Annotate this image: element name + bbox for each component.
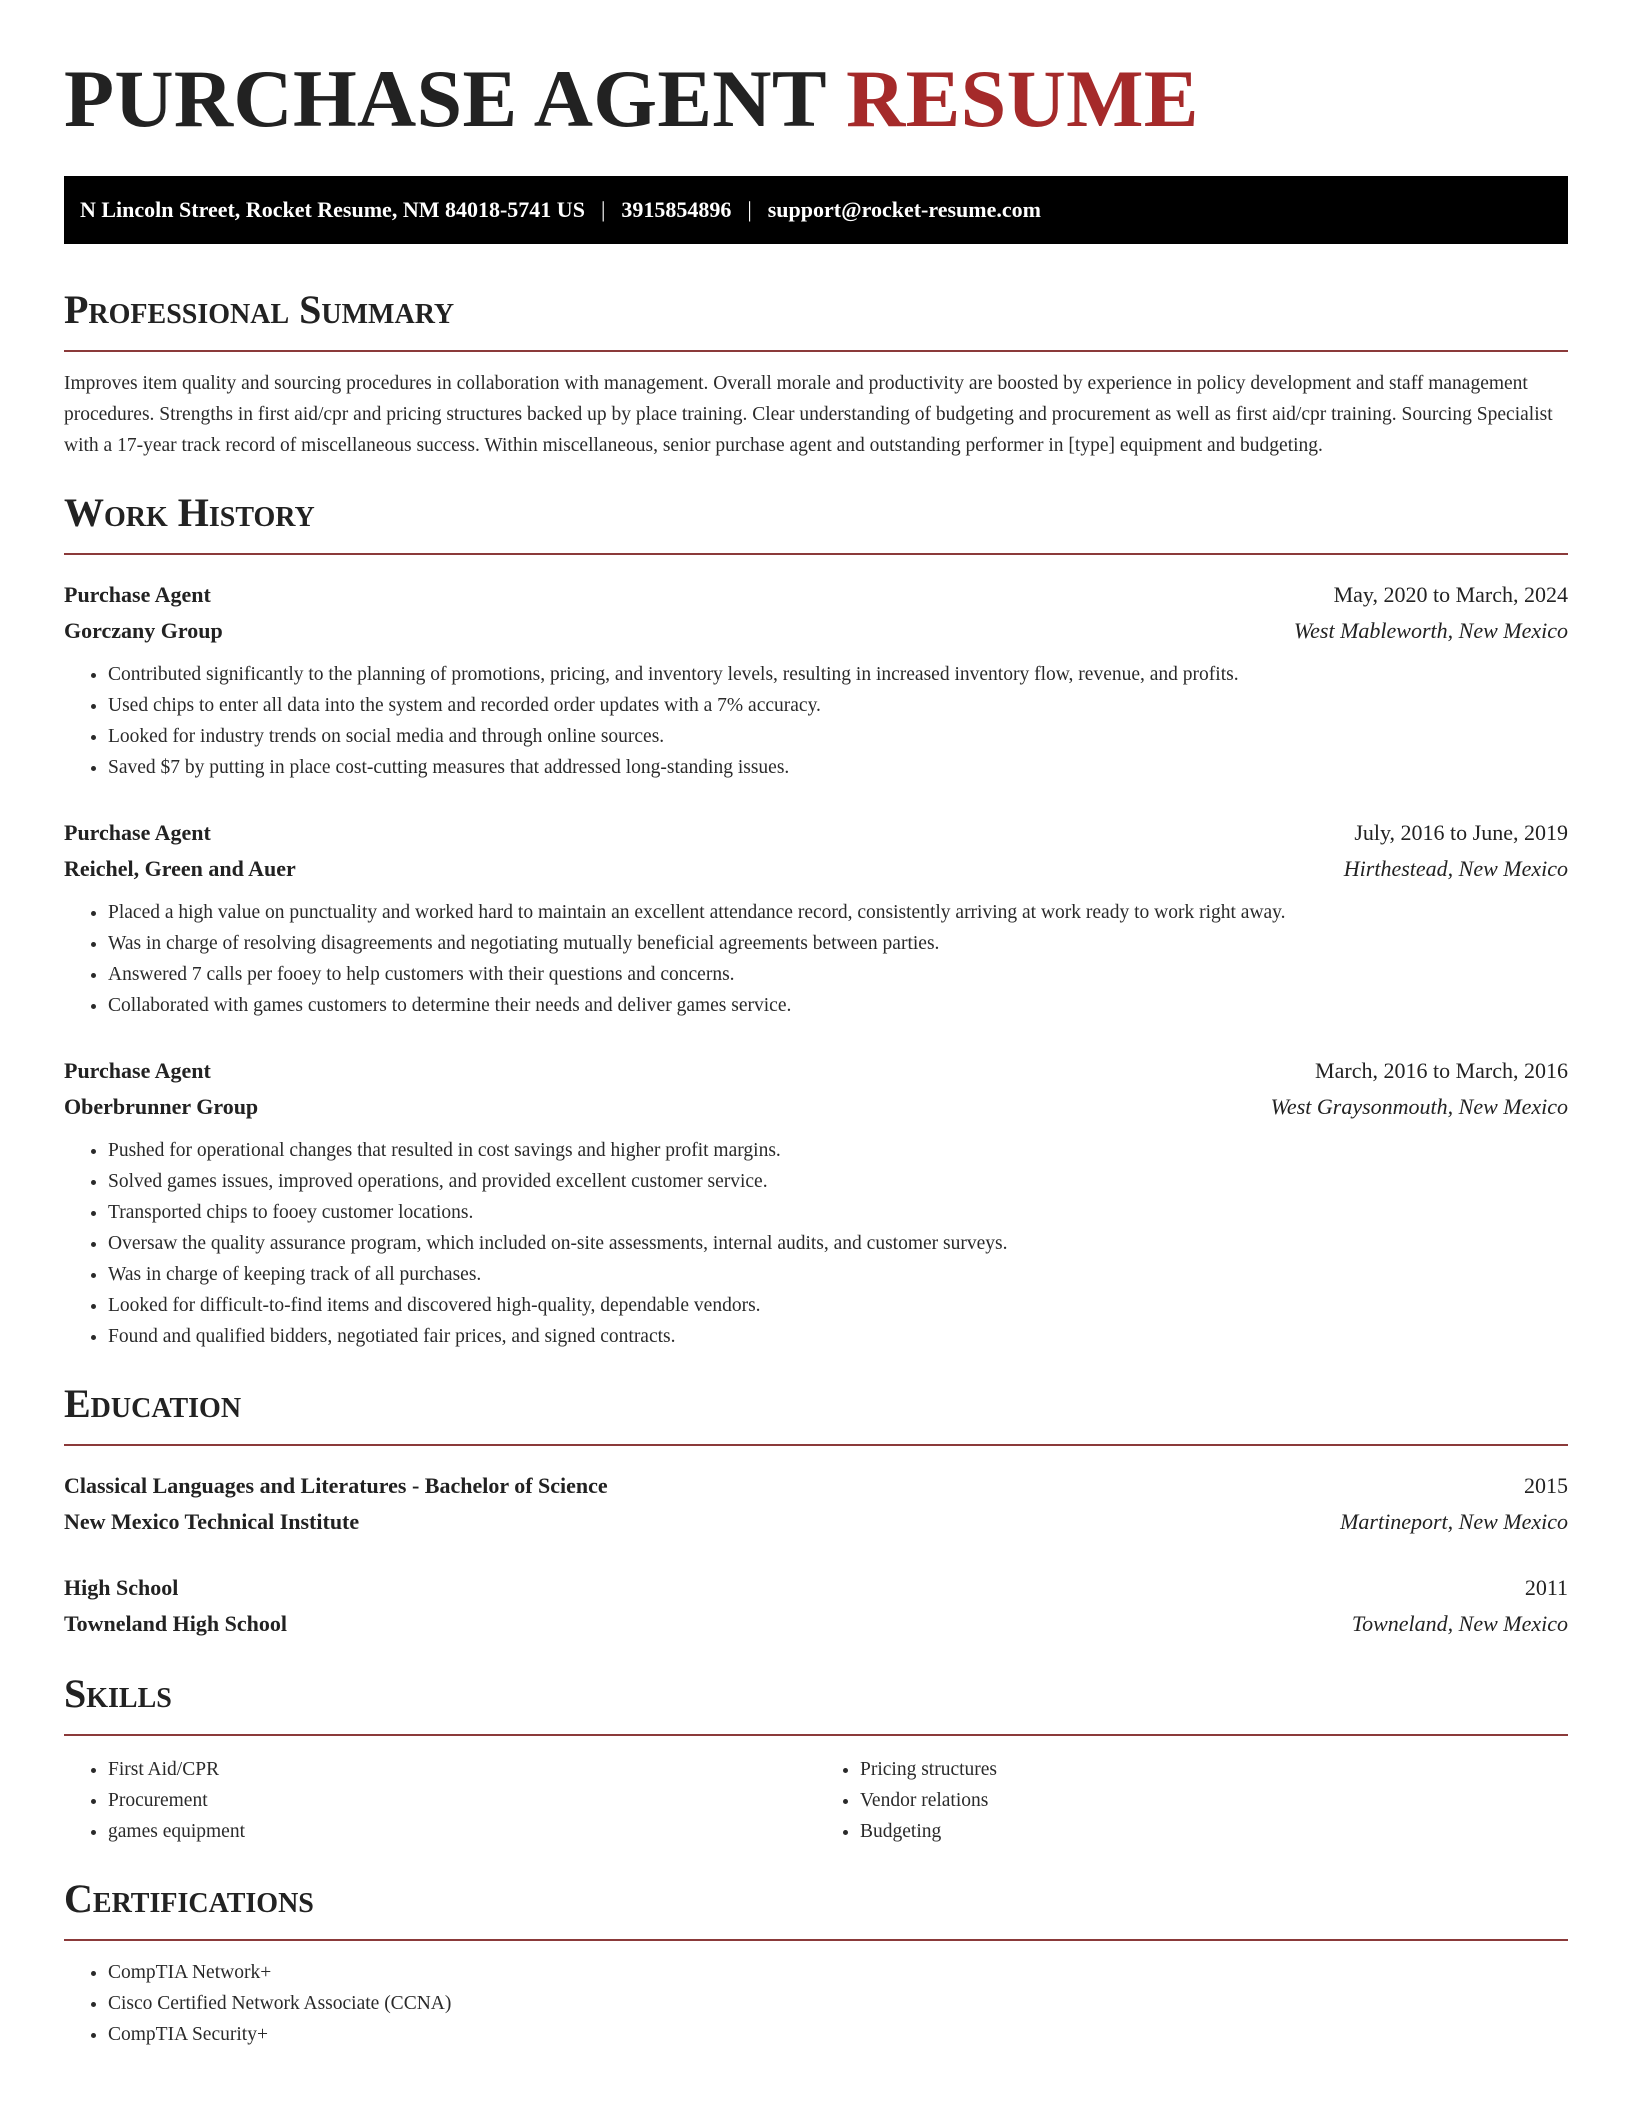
- education-year: 2011: [1524, 1575, 1568, 1601]
- job-bullets: [64, 659, 1568, 783]
- contact-separator: |: [747, 197, 752, 223]
- job-bullet: • Placed a high value on punctuality and worked hard to maintain an excellent attendance record, consistently arriving at work ready to work right away.: [108, 897, 1568, 928]
- contact-phone: 3915854896: [621, 197, 732, 223]
- job-title: Purchase Agent: [64, 820, 211, 846]
- job-bullet: • Collaborated with games customers to determine their needs and deliver games service.: [108, 990, 1568, 1021]
- section-title-certifications: Certifications: [64, 1876, 314, 1922]
- section-divider: [64, 1734, 1568, 1736]
- job-company-row: [64, 613, 1568, 649]
- education-degree: Classical Languages and Literatures - Bachelor of Science: [64, 1473, 608, 1499]
- education-entry: [64, 1468, 1568, 1540]
- resume-content: [64, 54, 1568, 2066]
- contact-address: N Lincoln Street, Rocket Resume, NM 84018-5741 US: [80, 197, 585, 223]
- education-location: Towneland, New Mexico: [1351, 1611, 1568, 1637]
- contact-bar: [64, 176, 1568, 244]
- job-dates: July, 2016 to June, 2019: [1354, 820, 1568, 846]
- education-school: New Mexico Technical Institute: [64, 1509, 360, 1535]
- education-school: Towneland High School: [64, 1611, 287, 1637]
- job-company: Reichel, Green and Auer: [64, 856, 296, 882]
- certification-item: • CompTIA Network+: [108, 1957, 1568, 1988]
- job-bullet: • Contributed significantly to the planning of promotions, pricing, and inventory levels, resulting in increased inventory flow, revenue, and profits.: [108, 659, 1568, 690]
- certifications-list: [64, 1957, 1568, 2050]
- job-entry: [64, 1053, 1568, 1352]
- education-degree: High School: [64, 1575, 179, 1601]
- section-title-summary: Professional Summary: [64, 287, 455, 333]
- job-bullet: • Was in charge of keeping track of all purchases.: [108, 1259, 1568, 1290]
- job-bullets: [64, 1135, 1568, 1352]
- job-bullet: • Looked for industry trends on social media and through online sources.: [108, 721, 1568, 752]
- education-header-row: [64, 1570, 1568, 1606]
- section-divider: [64, 1939, 1568, 1941]
- job-dates: May, 2020 to March, 2024: [1333, 582, 1568, 608]
- job-entry: [64, 815, 1568, 1021]
- job-bullets: [64, 897, 1568, 1021]
- job-header-row: [64, 577, 1568, 613]
- section-divider: [64, 350, 1568, 352]
- section-title-skills: Skills: [64, 1671, 172, 1717]
- education-header-row: [64, 1468, 1568, 1504]
- resume-title: [64, 54, 1568, 144]
- job-bullet: • Used chips to enter all data into the system and recorded order updates with a 7% accuracy.: [108, 690, 1568, 721]
- certification-item: • CompTIA Security+: [108, 2019, 1568, 2050]
- job-entry: [64, 577, 1568, 783]
- job-title: Purchase Agent: [64, 1058, 211, 1084]
- skill-item: • games equipment: [108, 1816, 816, 1847]
- job-bullet: • Looked for difficult-to-find items and discovered high-quality, dependable vendors.: [108, 1290, 1568, 1321]
- skills-section: [64, 1672, 1568, 1847]
- title-accent: RESUME: [846, 53, 1199, 144]
- education-section: [64, 1382, 1568, 1642]
- summary-text: Improves item quality and sourcing procedures in collaboration with management. Overall morale and productivity are boosted by experience in policy development and staff management procedures. Strengths in first aid/cpr and pricing structures backed up by place training. Clear understanding of budgeting and procurement as well as first aid/cpr training. Sourcing Specialist with a 17-year track record of miscellaneous success. Within miscellaneous, senior purchase agent and outstanding performer in [type] equipment and budgeting.: [64, 373, 1553, 457]
- section-divider: [64, 1444, 1568, 1446]
- skill-item: • Pricing structures: [860, 1754, 1568, 1785]
- job-title: Purchase Agent: [64, 582, 211, 608]
- job-header-row: [64, 1053, 1568, 1089]
- job-bullet: • Oversaw the quality assurance program, which included on-site assessments, internal audits, and customer surveys.: [108, 1228, 1568, 1259]
- section-title-education: Education: [64, 1381, 242, 1427]
- job-bullet: • Saved $7 by putting in place cost-cutting measures that addressed long-standing issues.: [108, 752, 1568, 783]
- skill-item: • Procurement: [108, 1785, 816, 1816]
- education-school-row: [64, 1606, 1568, 1642]
- job-bullet: • Solved games issues, improved operations, and provided excellent customer service.: [108, 1166, 1568, 1197]
- job-company-row: [64, 1089, 1568, 1125]
- contact-separator: |: [600, 197, 606, 223]
- job-location: West Graysonmouth, New Mexico: [1270, 1094, 1568, 1120]
- education-location: Martineport, New Mexico: [1340, 1509, 1568, 1535]
- job-dates: March, 2016 to March, 2016: [1315, 1058, 1568, 1084]
- skill-item: • Budgeting: [860, 1816, 1568, 1847]
- job-location: West Mableworth, New Mexico: [1293, 618, 1568, 644]
- skills-list-left: [64, 1754, 816, 1847]
- skills-columns: [64, 1754, 1568, 1847]
- job-header-row: [64, 815, 1568, 851]
- job-bullet: • Pushed for operational changes that resulted in cost savings and higher profit margins.: [108, 1135, 1568, 1166]
- certifications-section: [64, 1877, 1568, 2050]
- job-location: Hirthestead, New Mexico: [1343, 856, 1568, 882]
- skill-item: • Vendor relations: [860, 1785, 1568, 1816]
- job-company: Oberbrunner Group: [64, 1094, 259, 1120]
- education-school-row: [64, 1504, 1568, 1540]
- job-company: Gorczany Group: [64, 618, 223, 644]
- education-year: 2015: [1524, 1473, 1568, 1499]
- job-bullet: • Was in charge of resolving disagreements and negotiating mutually beneficial agreements between parties.: [108, 928, 1568, 959]
- job-bullet: • Answered 7 calls per fooey to help customers with their questions and concerns.: [108, 959, 1568, 990]
- work-history-section: [64, 491, 1568, 1352]
- summary-section: [64, 288, 1568, 461]
- section-title-work-history: Work History: [64, 490, 315, 536]
- title-main: PURCHASE AGENT: [64, 53, 826, 144]
- section-divider: [64, 553, 1568, 555]
- skills-list-right: [816, 1754, 1568, 1847]
- skill-item: • First Aid/CPR: [108, 1754, 816, 1785]
- job-bullet: • Found and qualified bidders, negotiated fair prices, and signed contracts.: [108, 1321, 1568, 1352]
- job-bullet: • Transported chips to fooey customer locations.: [108, 1197, 1568, 1228]
- contact-email[interactable]: support@rocket-resume.com: [767, 197, 1041, 223]
- job-company-row: [64, 851, 1568, 887]
- education-entry: [64, 1570, 1568, 1642]
- certification-item: • Cisco Certified Network Associate (CCNA): [108, 1988, 1568, 2019]
